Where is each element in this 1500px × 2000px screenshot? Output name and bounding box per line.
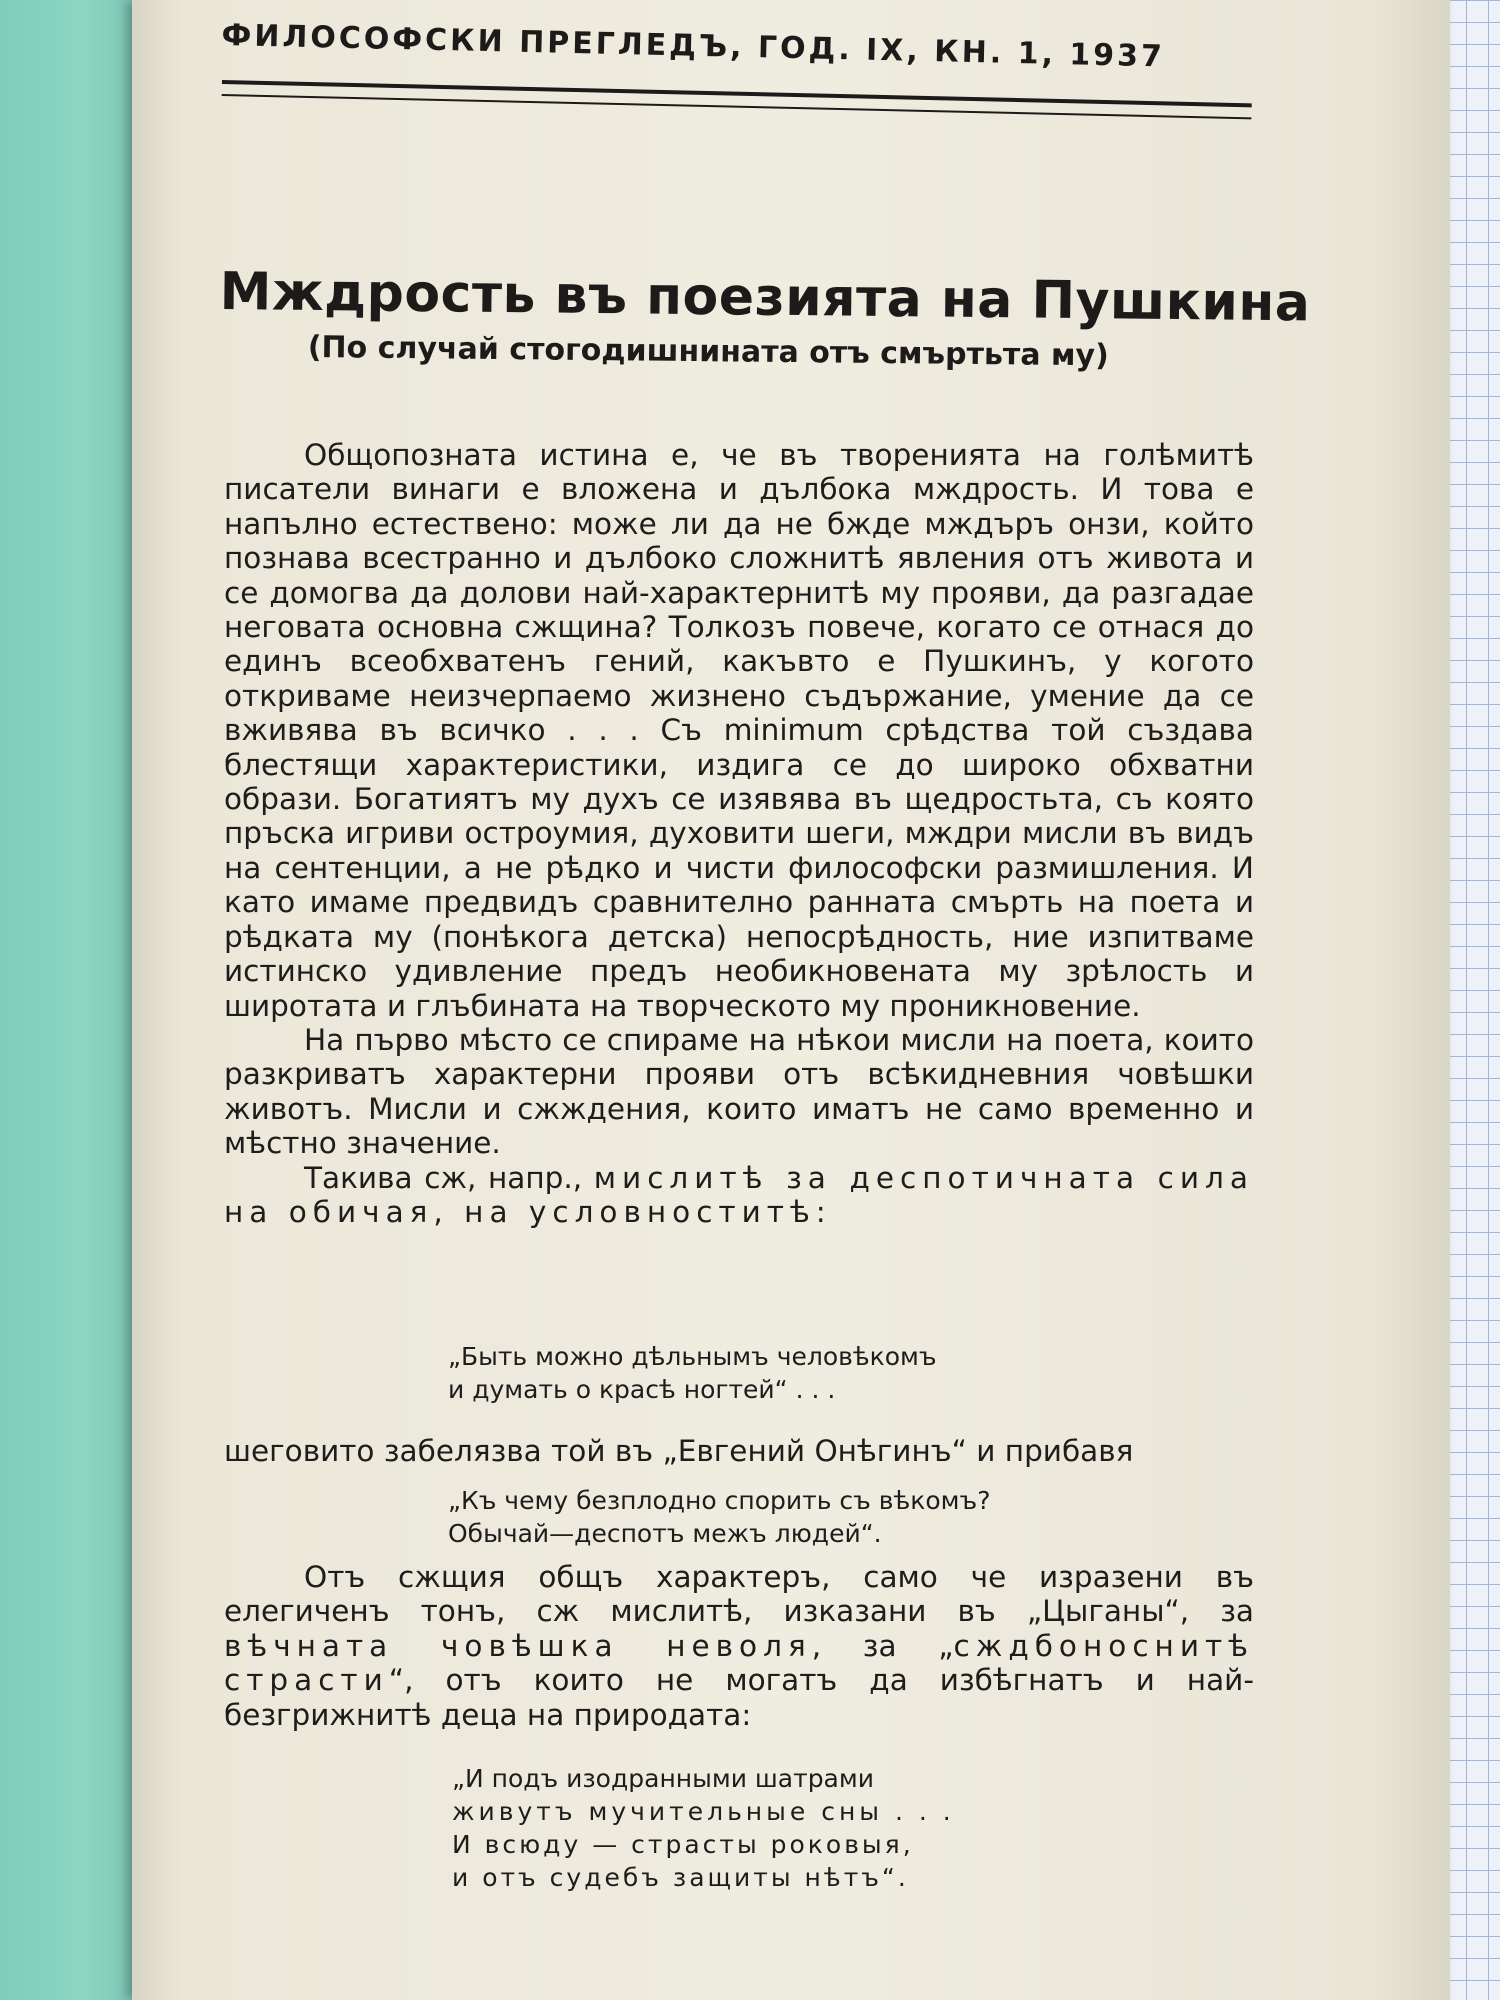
- paragraph-2: На първо мѣсто се спираме на нѣкои мисли на поета, които разкриватъ характерни прояви отъ всѣкидневния човѣшки животъ. Мисли и сжждения, които иматъ не само временно и мѣстно значение.: [224, 1022, 1254, 1161]
- verse-line: „Къ чему безплодно спорить съ вѣкомъ?: [448, 1486, 991, 1515]
- paragraph-4-spaced-1: вѣчната човѣшка неволя: [224, 1628, 812, 1663]
- verse-quote-1: [448, 1340, 937, 1406]
- body-text-block-2: [224, 1560, 1254, 1732]
- running-header: ФИЛОСОФСКИ ПРЕГЛЕДЪ, ГОД. IX, КН. 1, 1937: [221, 18, 1166, 75]
- verse-line: И всюду — страсты роковыя,: [452, 1830, 914, 1859]
- body-text-bridge: [224, 1434, 1254, 1468]
- paragraph-4-part-b: , за „: [811, 1628, 954, 1663]
- paragraph-1: Общопозната истина е, че въ творенията на голѣмитѣ писатели винаги е вложена и дълбока мждрость. И това е напълно естествено: може ли да не бжде мждъръ онзи, който познава всестранно и дълбоко сложнитѣ явления отъ живота и се домогва да долови най-характернитѣ му прояви, да разгадае неговата основна сжщина? Толкозъ повече, когато се отнася до единъ всеобхватенъ гений, какъвто е Пушкинъ, у когото откриваме неизчерпаемо жизнено съдържание, умение да се вживява въ всичко . . . Съ minimum срѣдства той създава блестящи характеристики, издига се до широко обхватни образи. Богатиятъ му духъ се изявява въ щедростьта, съ която пръска игриви остроумия, духовити шеги, мждри мисли въ видъ на сентенции, а не рѣдко и чисти философски размишления. И като имаме предвидъ сравнително ранната смърть на поета и рѣдката му (понѣкога детска) непосрѣдность, ние изпитваме истинско удивление предъ необикновената му зрѣлость и широтата и глъбината на творческото му проникновение.: [224, 438, 1254, 1023]
- paragraph-3-spaced-text: мислитѣ за деспотичната сила на обичая, на условноститѣ:: [224, 1160, 1254, 1229]
- book-page: [132, 0, 1450, 2000]
- paragraph-3-lead: Такива сж, напр.,: [304, 1160, 594, 1195]
- verse-line: Обычай—деспотъ межъ людей“.: [448, 1519, 882, 1548]
- paragraph-4: [224, 1560, 1254, 1732]
- body-text-block-1: [224, 438, 1254, 1229]
- paragraph-4-part-a: Отъ сжщия общъ характеръ, само че изразени въ елегиченъ тонъ, сж мислитѣ, изказани въ „Цыганы“, за: [224, 1560, 1254, 1629]
- verse-line: и отъ судебъ защиты нѣтъ“.: [452, 1863, 909, 1892]
- verse-line: „И подъ изодранными шатрами: [452, 1764, 874, 1793]
- article-title: Мждрость въ поезията на Пушкина: [219, 262, 1311, 334]
- paragraph-4-part-c: “, отъ които не могатъ да избѣгнатъ и най-безгрижнитѣ деца на природата:: [224, 1663, 1254, 1732]
- article-subtitle: (По случай стогодишнината отъ смъртьта му): [307, 330, 1109, 374]
- verse-quote-2: [448, 1484, 990, 1550]
- verse-line: живутъ мучительные сны . . .: [452, 1797, 955, 1826]
- header-double-rule: [222, 80, 1252, 119]
- verse-quote-3: [452, 1762, 955, 1894]
- verse-line: и думать о красѣ ногтей“ . . .: [448, 1375, 836, 1404]
- verse-line: „Быть можно дѣльнымъ человѣкомъ: [448, 1342, 937, 1371]
- paragraph-3: [224, 1161, 1254, 1230]
- grid-paper-background: [1444, 0, 1500, 2000]
- book-cover-edge: [0, 0, 138, 2000]
- paragraph-4-spaced-2: сждбоноснитѣ страсти: [224, 1628, 1254, 1698]
- bridge-line: шеговито забелязва той въ „Евгений Онѣгинъ“ и прибавя: [224, 1434, 1134, 1468]
